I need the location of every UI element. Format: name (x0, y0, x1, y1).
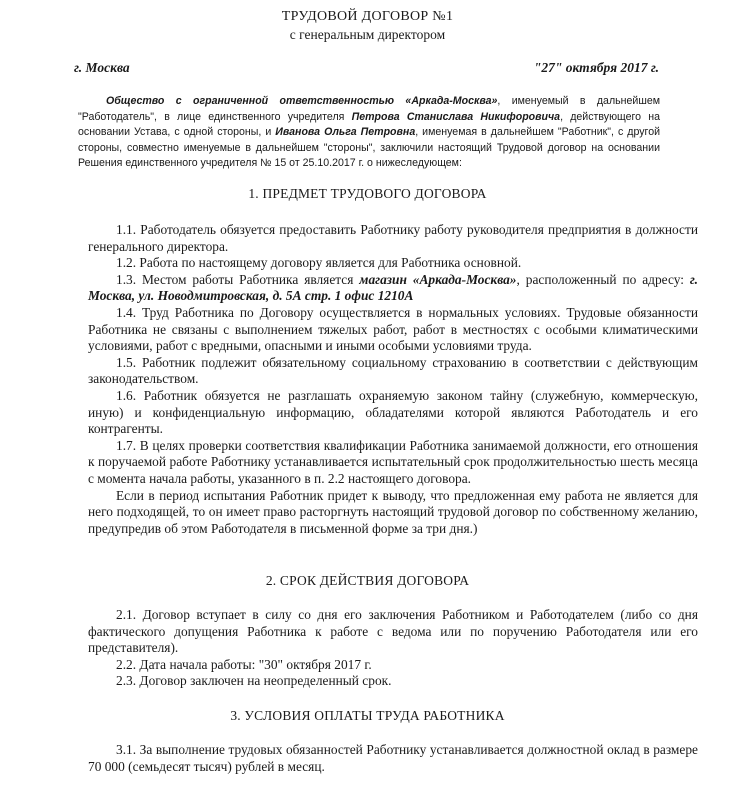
clause-1-7: 1.7. В целях проверки соответствия квалификации Работника занимаемой должности, его отношения к поручаемой работе Работнику устанавливается испытательный срок продолжительностью шесть месяца с момента начала работы, указанного в п. 2.2 настоящего договора. (88, 437, 698, 486)
section-2-body (88, 607, 698, 690)
section-1-heading: 1. ПРЕДМЕТ ТРУДОВОГО ДОГОВОРА (248, 186, 487, 201)
clause-1-1: 1.1. Работодатель обязуется предоставить Работнику работу руководителя предприятия в должности генерального директора. (88, 222, 698, 254)
founder-name: Петрова Станислава Никифоровича (351, 110, 561, 123)
clause-1-5: 1.5. Работник подлежит обязательному социальному страхованию в соответствии с действующим законодательством. (88, 354, 698, 387)
document-subtitle: с генеральным директором (289, 27, 446, 42)
employee-name: Иванова Ольга Петровна (275, 126, 416, 139)
contract-date: "27" октября 2017 г. (533, 60, 659, 75)
document-title: ТРУДОВОЙ ДОГОВОР №1 (281, 9, 454, 24)
clause-2-3: 2.3. Договор заключен на неопределенный срок. (116, 673, 392, 689)
clause-3-1: 3.1. За выполнение трудовых обязанностей Работнику устанавливается должностной оклад в размере 70 000 (семьдесят тысяч) рублей в месяц. (88, 742, 698, 774)
preamble-text-1: , именуемый в дальнейшем "Работодатель", в лице единственного учредителя (78, 95, 660, 123)
employer-name: Общество с ограниченной ответственностью «Аркада-Москва» (106, 95, 498, 107)
section-3-heading: 3. УСЛОВИЯ ОПЛАТЫ ТРУДА РАБОТНИКА (230, 708, 505, 723)
clause-1-4: 1.4. Труд Работника по Договору осуществляется в нормальных условиях. Трудовые обязанности Работника не связаны с выполнением тяжелых работ, работ в местностях с особыми климатическими условиями, работ с вредными, опасными и иными особыми условиями труда. (88, 304, 698, 354)
preamble-text-3: , именуемая в дальнейшем "Работник", с другой стороны, совместно именуемые в дальнейшем "стороны", заключили настоящий Трудовой договор на основании Решения единственного учредителя № 15 от 25.10.2017 г. о нижеследующем: (78, 126, 661, 170)
clause-1-3-text-b: , расположенный по адресу: (516, 271, 690, 287)
clause-2-2: 2.2. Дата начала работы: "30" октября 2017 г. (116, 656, 372, 672)
clause-1-2: 1.2. Работа по настоящему договору является для Работника основной. (116, 255, 522, 271)
clause-1-6: 1.6. Работник обязуется не разглашать охраняемую законом тайну (служебную, коммерческую, иную) и конфиденциальную информацию, обладателями которой являются Работодатель и его контрагенты. (88, 387, 698, 437)
workplace-name: магазин «Аркада-Москва» (359, 271, 517, 287)
preamble (78, 94, 660, 172)
clause-1-3 (88, 272, 698, 305)
section-2-heading: 2. СРОК ДЕЙСТВИЯ ДОГОВОРА (265, 573, 470, 588)
clause-1-3-text-a: 1.3. Местом работы Работника является (116, 271, 360, 287)
clause-1-7-continued: Если в период испытания Работник придет к выводу, что предложенная ему работа не является для него подходящей, то он имеет право расторгнуть настоящий трудовой договор по собственному желанию, предупредив об этом Работодателя в письменной форме за три дня.) (88, 487, 698, 536)
workplace-address: г. Москва, ул. Новодмитровская, д. 5А стр. 1 офис 1210А (88, 271, 698, 304)
section-3-body (88, 742, 698, 775)
city: г. Москва (74, 60, 130, 75)
preamble-text-2: , действующего на основании Устава, с одной стороны, и (78, 110, 660, 139)
clause-2-1: 2.1. Договор вступает в силу со дня его заключения Работником и Работодателем (либо со дня фактического допущения Работника к работе с ведома или по поручению Работодателя или его представителя). (88, 607, 698, 656)
section-1-body (88, 222, 698, 537)
